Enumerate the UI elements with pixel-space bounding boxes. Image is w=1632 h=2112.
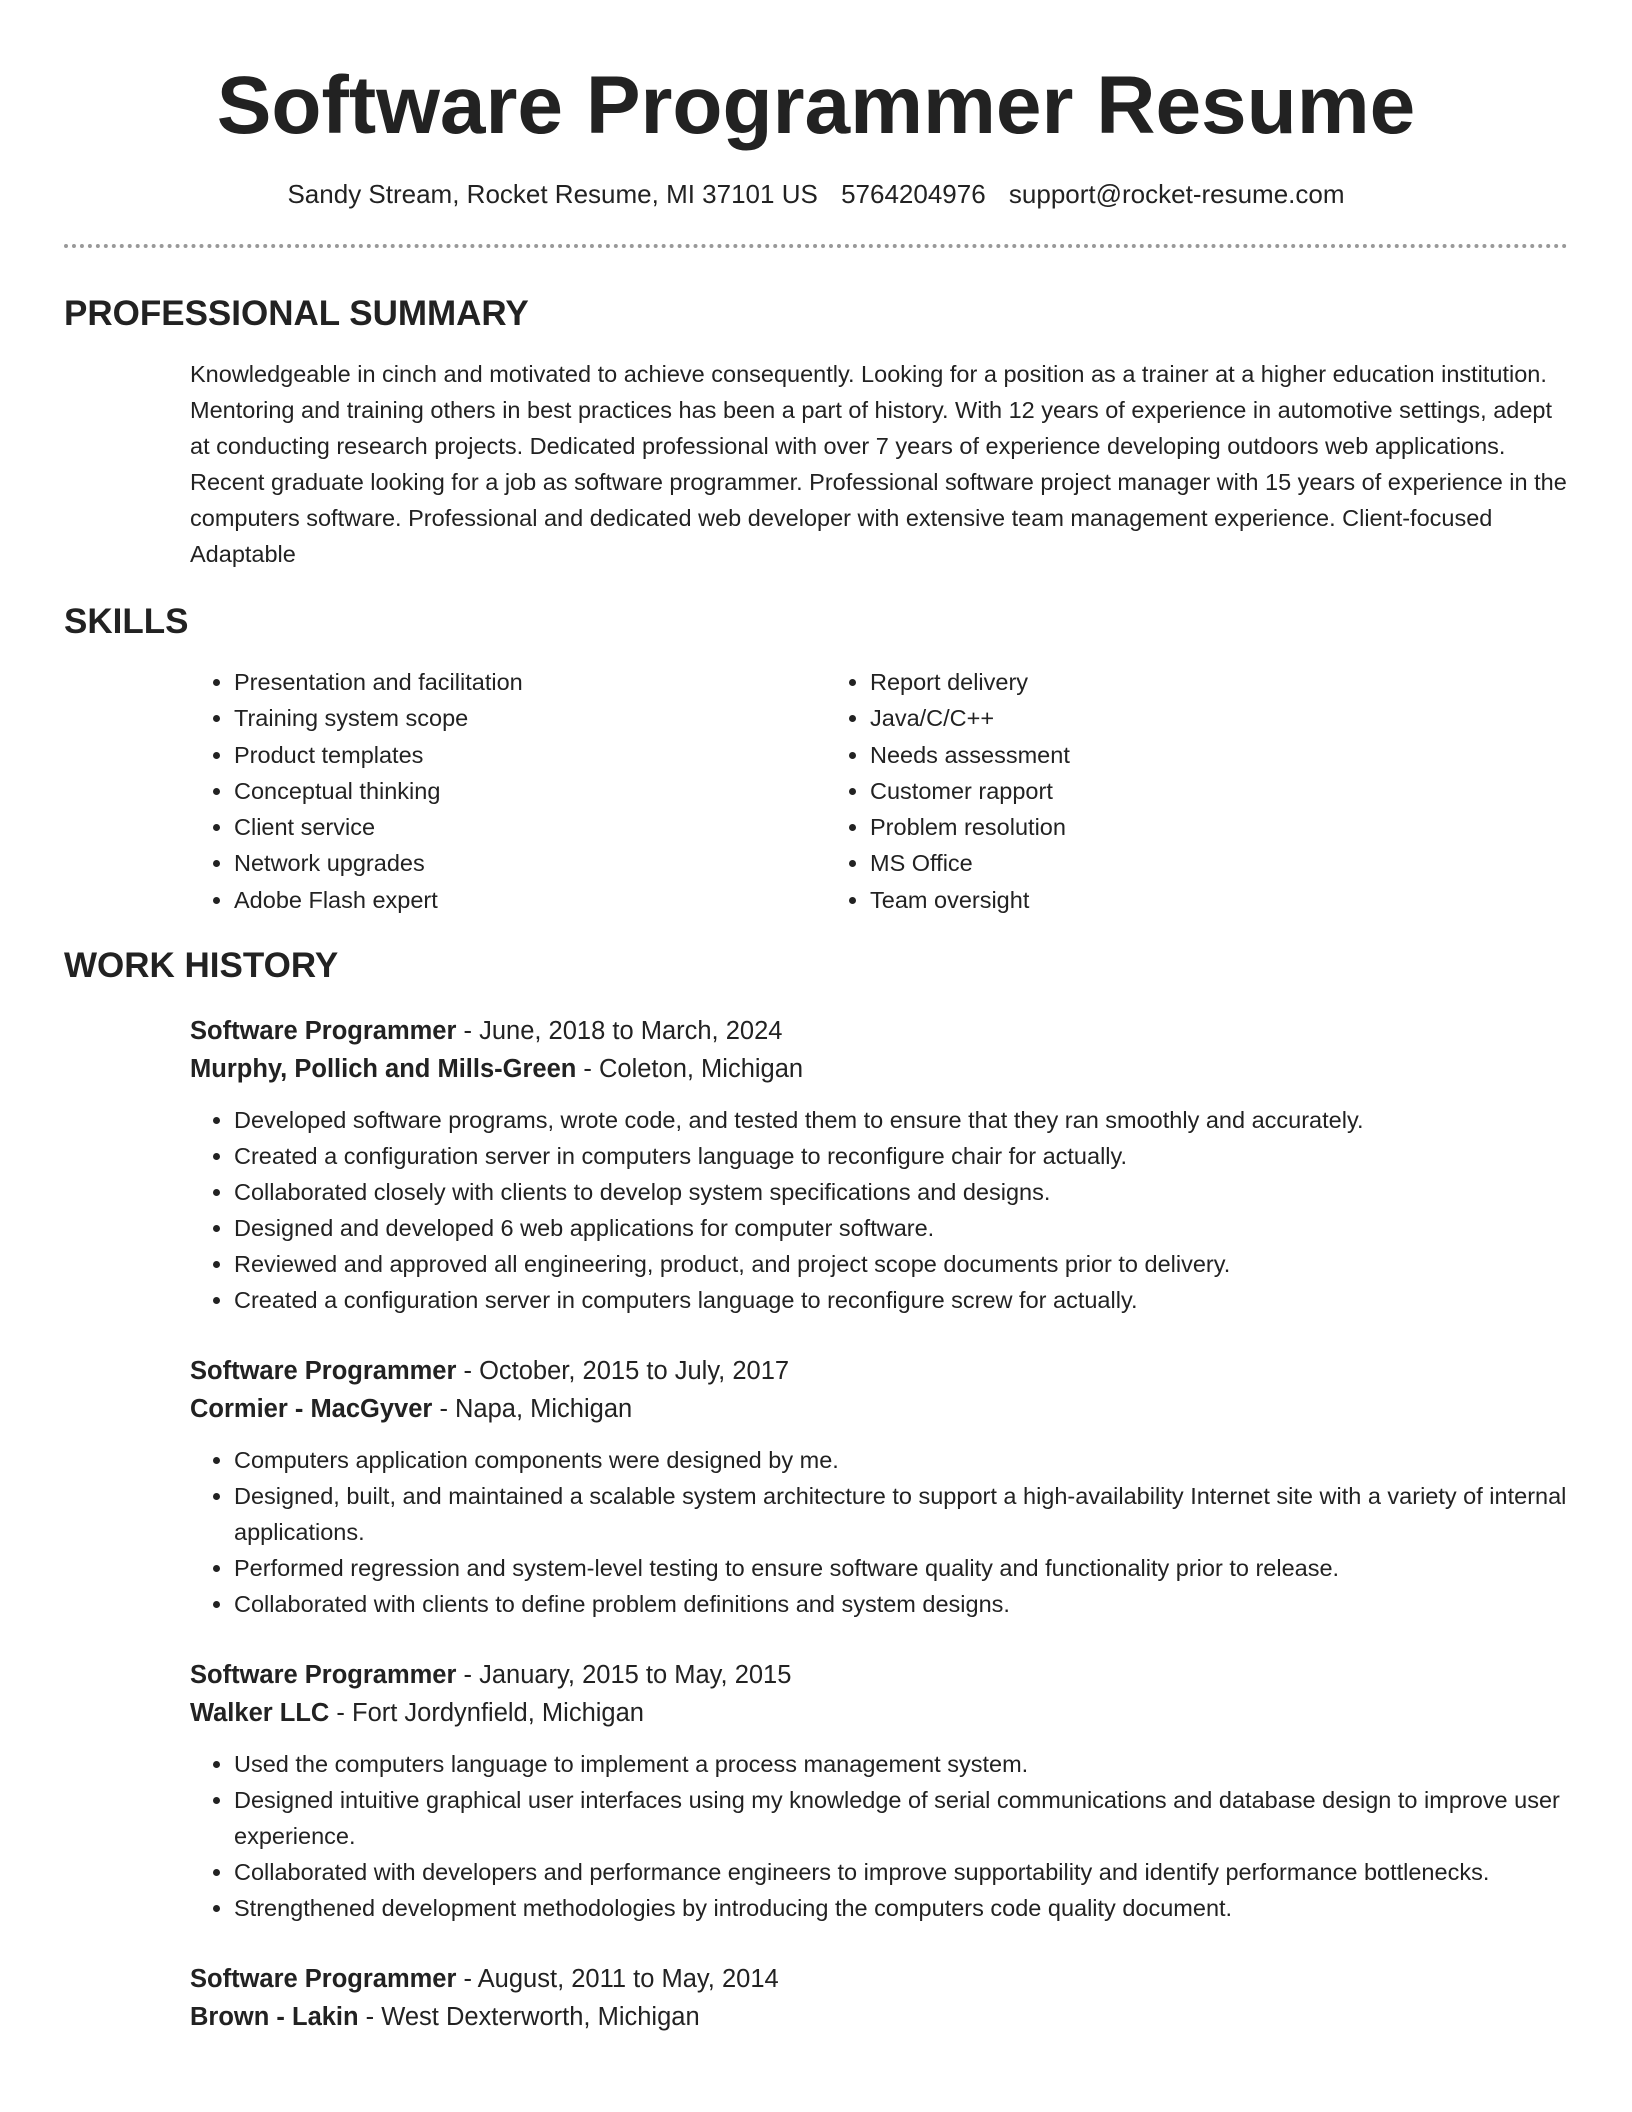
skill-item: • MS Office xyxy=(870,845,1462,881)
job-title-line xyxy=(190,1012,1568,1050)
job-entry xyxy=(190,1656,1568,1926)
skill-item: • Conceptual thinking xyxy=(234,773,826,809)
job-title-line xyxy=(190,1960,1568,1998)
job-company-line xyxy=(190,1694,1568,1732)
job-entry xyxy=(190,1960,1568,2036)
skills-heading: SKILLS xyxy=(64,602,189,641)
job-bullet-list xyxy=(190,1102,1568,1318)
skill-item: • Training system scope xyxy=(234,700,826,736)
job-bullet: • Strengthened development methodologies by introducing the computers code quality document. xyxy=(234,1890,1568,1926)
job-bullet: • Reviewed and approved all engineering, product, and project scope documents prior to delivery. xyxy=(234,1246,1568,1282)
job-title-line xyxy=(190,1352,1568,1390)
job-dates: - August, 2011 to May, 2014 xyxy=(456,1965,779,1994)
work-history-heading: WORK HISTORY xyxy=(64,946,339,986)
contact-address: Sandy Stream, Rocket Resume, MI 37101 US xyxy=(287,179,818,209)
skill-item: • Team oversight xyxy=(870,882,1462,918)
job-bullet: • Designed intuitive graphical user interfaces using my knowledge of serial communications and database design to improve user experience. xyxy=(234,1782,1568,1854)
job-bullet: • Created a configuration server in computers language to reconfigure chair for actually. xyxy=(234,1138,1568,1174)
summary-text: Knowledgeable in cinch and motivated to achieve consequently. Looking for a position as a trainer at a higher education institution. Mentoring and training others in best practices has been a part of history. With 12 years of experience in automotive settings, adept at conducting research projects. Dedicated professional with over 7 years of experience developing outdoors web applications. Recent graduate looking for a job as software programmer. Professional software project manager with 15 years of experience in the computers software. Professional and dedicated web developer with extensive team management experience. Client-focused Adaptable xyxy=(190,361,1567,567)
skill-item: • Product templates xyxy=(234,737,826,773)
skill-item: • Customer rapport xyxy=(870,773,1462,809)
job-bullet: • Created a configuration server in computers language to reconfigure screw for actually. xyxy=(234,1282,1568,1318)
header-divider xyxy=(64,244,1568,248)
job-company: Brown - Lakin xyxy=(190,2003,359,2032)
summary-heading: PROFESSIONAL SUMMARY xyxy=(64,294,529,333)
job-company: Walker LLC xyxy=(190,1699,330,1728)
skill-item: • Adobe Flash expert xyxy=(234,882,826,918)
skill-item: • Presentation and facilitation xyxy=(234,664,826,700)
job-title: Software Programmer xyxy=(190,1965,457,1994)
job-location: - Fort Jordynfield, Michigan xyxy=(329,1699,644,1728)
job-dates: - October, 2015 to July, 2017 xyxy=(456,1357,790,1386)
job-company-line xyxy=(190,1390,1568,1428)
skills-grid xyxy=(190,664,1568,918)
job-title: Software Programmer xyxy=(190,1017,457,1046)
job-company-line xyxy=(190,1050,1568,1088)
skill-item: • Report delivery xyxy=(870,664,1462,700)
job-bullet-list xyxy=(190,1442,1568,1622)
skill-item: • Problem resolution xyxy=(870,809,1462,845)
contact-phone: 5764204976 xyxy=(841,179,986,209)
job-company: Murphy, Pollich and Mills-Green xyxy=(190,1055,577,1084)
job-bullet: • Developed software programs, wrote code, and tested them to ensure that they ran smoothly and accurately. xyxy=(234,1102,1568,1138)
contact-email: support@rocket-resume.com xyxy=(1008,179,1345,209)
job-bullet: • Designed, built, and maintained a scalable system architecture to support a high-availability Internet site with a variety of internal applications. xyxy=(234,1478,1568,1550)
job-company-line xyxy=(190,1998,1568,2036)
job-bullet: • Collaborated closely with clients to develop system specifications and designs. xyxy=(234,1174,1568,1210)
job-dates: - January, 2015 to May, 2015 xyxy=(456,1661,792,1690)
job-bullet: • Designed and developed 6 web applications for computer software. xyxy=(234,1210,1568,1246)
skills-list-left xyxy=(190,664,826,918)
skill-item: • Needs assessment xyxy=(870,737,1462,773)
job-bullet-list xyxy=(190,1746,1568,1926)
job-bullet: • Performed regression and system-level testing to ensure software quality and functionality prior to release. xyxy=(234,1550,1568,1586)
job-entry xyxy=(190,1352,1568,1622)
job-location: - Coleton, Michigan xyxy=(576,1055,804,1084)
job-entry xyxy=(190,1012,1568,1318)
job-location: - Napa, Michigan xyxy=(432,1395,633,1424)
job-bullet: • Collaborated with developers and performance engineers to improve supportability and identify performance bottlenecks. xyxy=(234,1854,1568,1890)
resume-title: Software Programmer Resume xyxy=(216,60,1416,151)
job-company: Cormier - MacGyver xyxy=(190,1395,433,1424)
job-location: - West Dexterworth, Michigan xyxy=(358,2003,700,2032)
skill-item: • Client service xyxy=(234,809,826,845)
job-title: Software Programmer xyxy=(190,1661,457,1690)
job-bullet: • Used the computers language to implement a process management system. xyxy=(234,1746,1568,1782)
job-dates: - June, 2018 to March, 2024 xyxy=(456,1017,783,1046)
job-title: Software Programmer xyxy=(190,1357,457,1386)
skills-list-right xyxy=(826,664,1462,918)
job-bullet: • Computers application components were designed by me. xyxy=(234,1442,1568,1478)
skill-item: • Network upgrades xyxy=(234,845,826,881)
job-bullet: • Collaborated with clients to define problem definitions and system designs. xyxy=(234,1586,1568,1622)
skill-item: • Java/C/C++ xyxy=(870,700,1462,736)
job-title-line xyxy=(190,1656,1568,1694)
contact-line xyxy=(64,178,1568,210)
